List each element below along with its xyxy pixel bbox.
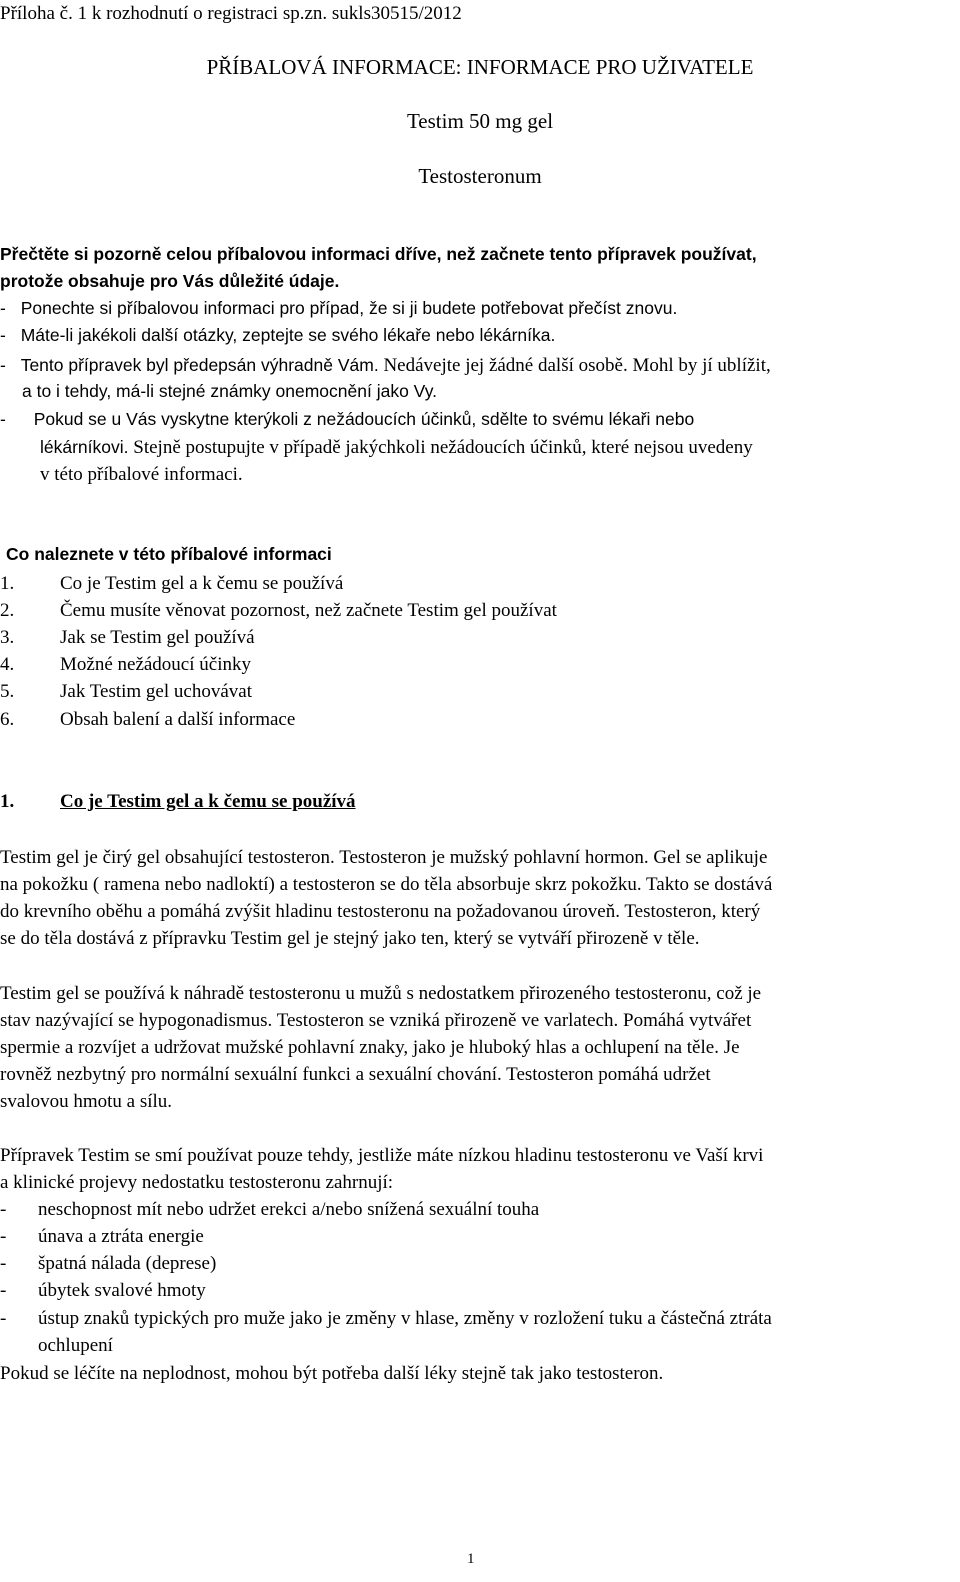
warning-bullet (0, 411, 694, 429)
active-substance: Testosteronum (418, 164, 542, 188)
symptom-item (0, 1226, 204, 1247)
bullet-dash: - (0, 355, 6, 375)
page-number: 1 (467, 1551, 475, 1567)
toc-item-label: Obsah balení a další informace (60, 709, 296, 730)
symptom-item (0, 1199, 540, 1220)
paragraph-line: stav nazývající se hypogonadismus. Testosteron se vzniká přirozeně ve varlatech. Pomáhá vytvářet (0, 1010, 752, 1031)
toc-item (0, 600, 557, 621)
warning-bullet (0, 356, 771, 375)
symptom-item (0, 1253, 217, 1274)
bullet-text-b: Stejně postupujte v případě jakýchkoli nežádoucích účinků, které nejsou uvedeny (128, 437, 753, 458)
bullet-dash: - (0, 1280, 7, 1301)
bullet-text-a: Tento přípravek byl předepsán výhradně Vám. (20, 355, 379, 375)
section-number: 1. (0, 791, 15, 812)
toc-item-label: Jak Testim gel uchovávat (60, 681, 252, 702)
paragraph-line: do krevního oběhu a pomáhá zvýšit hladinu testosteronu na požadovanou úroveň. Testosteron, který (0, 901, 761, 922)
bullet-dash: - (0, 409, 6, 429)
paragraph-line: Testim gel je čirý gel obsahující testosteron. Testosteron je mužský pohlavní hormon. Gel se aplikuje (0, 847, 768, 868)
paragraph-line: Testim gel se používá k náhradě testosteronu u mužů s nedostatkem přirozeného testosteronu, což je (0, 983, 762, 1004)
document-title: PŘÍBALOVÁ INFORMACE: INFORMACE PRO UŽIVATELE (206, 55, 754, 79)
toc-item-label: Co je Testim gel a k čemu se používá (60, 573, 344, 594)
toc-item-number: 4. (0, 654, 15, 675)
warning-bullet (0, 327, 555, 345)
paragraph-line: na pokožku ( ramena nebo nadloktí) a testosteron se do těla absorbuje skrz pokožku. Takto se dostává (0, 874, 773, 895)
toc-item-label: Čemu musíte věnovat pozornost, než začnete Testim gel používat (60, 600, 557, 621)
symptom-text: únava a ztráta energie (38, 1226, 204, 1247)
product-name: Testim 50 mg gel (406, 109, 554, 133)
bullet-dash: - (0, 1226, 7, 1247)
toc-item-number: 3. (0, 627, 15, 648)
paragraph-line: a klinické projevy nedostatku testosteronu zahrnují: (0, 1172, 394, 1193)
bullet-text-b: Nedávejte jej žádné další osobě. (378, 355, 628, 376)
toc-item-number: 6. (0, 709, 15, 730)
bullet-text-c: Mohl by jí ublížit, (627, 355, 771, 376)
bullet-continuation (40, 438, 753, 457)
bullet-dash: - (0, 1308, 7, 1329)
symptom-continuation: ochlupení (38, 1335, 113, 1356)
paragraph-line: rovněž nezbytný pro normální sexuální funkci a sexuální chování. Testosteron pomáhá udržet (0, 1064, 711, 1085)
bullet-dash: - (0, 325, 6, 345)
warning-line-1: Přečtěte si pozorně celou příbalovou informaci dříve, než začnete tento přípravek používat, (0, 244, 757, 264)
toc-item-number: 2. (0, 600, 15, 621)
toc-item (0, 654, 251, 675)
paragraph-line: Přípravek Testim se smí používat pouze tehdy, jestliže máte nízkou hladinu testosteronu ve Vaší krvi (0, 1145, 764, 1166)
toc-item-label: Možné nežádoucí účinky (60, 654, 251, 675)
bullet-dash: - (0, 1253, 7, 1274)
section-title: Co je Testim gel a k čemu se používá (60, 791, 356, 812)
toc-item-label: Jak se Testim gel používá (60, 627, 255, 648)
symptom-text: špatná nálada (deprese) (38, 1253, 217, 1274)
warning-line-2-text: protože obsahuje pro Vás důležité údaje. (0, 271, 340, 291)
toc-item (0, 573, 344, 594)
paragraph-line: svalovou hmotu a sílu. (0, 1091, 173, 1112)
paragraph-line: spermie a rozvíjet a udržovat mužské pohlavní znaky, jako je hluboký hlas a ochlupení na těle. Je (0, 1037, 740, 1058)
warning-line-2 (0, 273, 339, 291)
symptom-text: neschopnost mít nebo udržet erekci a/nebo snížená sexuální touha (38, 1199, 540, 1220)
toc-item-number: 5. (0, 681, 15, 702)
bullet-text: Pokud se u Vás vyskytne kterýkoli z nežádoucích účinků, sdělte to svému lékaři nebo (33, 409, 695, 429)
bullet-text: Máte-li jakékoli další otázky, zeptejte se svého lékaře nebo lékárníka. (20, 325, 556, 345)
bullet-dash: - (0, 298, 6, 318)
section-heading (0, 791, 356, 812)
bullet-continuation: v této příbalové informaci. (40, 464, 243, 485)
toc-item (0, 681, 252, 702)
warning-bullet (0, 300, 677, 318)
toc-item-number: 1. (0, 573, 15, 594)
bullet-continuation: a to i tehdy, má-li stejné známky onemocnění jako Vy. (22, 381, 438, 401)
paragraph-line: se do těla dostává z přípravku Testim gel je stejný jako ten, který se vytváří přirozeně v těle. (0, 928, 700, 949)
toc-item (0, 709, 296, 730)
symptom-item (0, 1308, 772, 1329)
bullet-text-a: lékárníkovi. (40, 437, 129, 457)
annex-reference: Příloha č. 1 k rozhodnutí o registraci sp.zn. sukls30515/2012 (0, 3, 462, 24)
symptom-text: úbytek svalové hmoty (38, 1280, 206, 1301)
bullet-text: Ponechte si příbalovou informaci pro případ, že si ji budete potřebovat přečíst znovu. (20, 298, 678, 318)
closing-paragraph: Pokud se léčíte na neplodnost, mohou být potřeba další léky stejně tak jako testosteron. (0, 1363, 664, 1384)
symptom-item (0, 1280, 206, 1301)
bullet-dash: - (0, 1199, 7, 1220)
symptom-text: ústup znaků typických pro muže jako je změny v hlase, změny v rozložení tuku a částečná ztráta (38, 1308, 772, 1329)
toc-item (0, 627, 255, 648)
toc-heading: Co naleznete v této příbalové informaci (6, 544, 332, 564)
